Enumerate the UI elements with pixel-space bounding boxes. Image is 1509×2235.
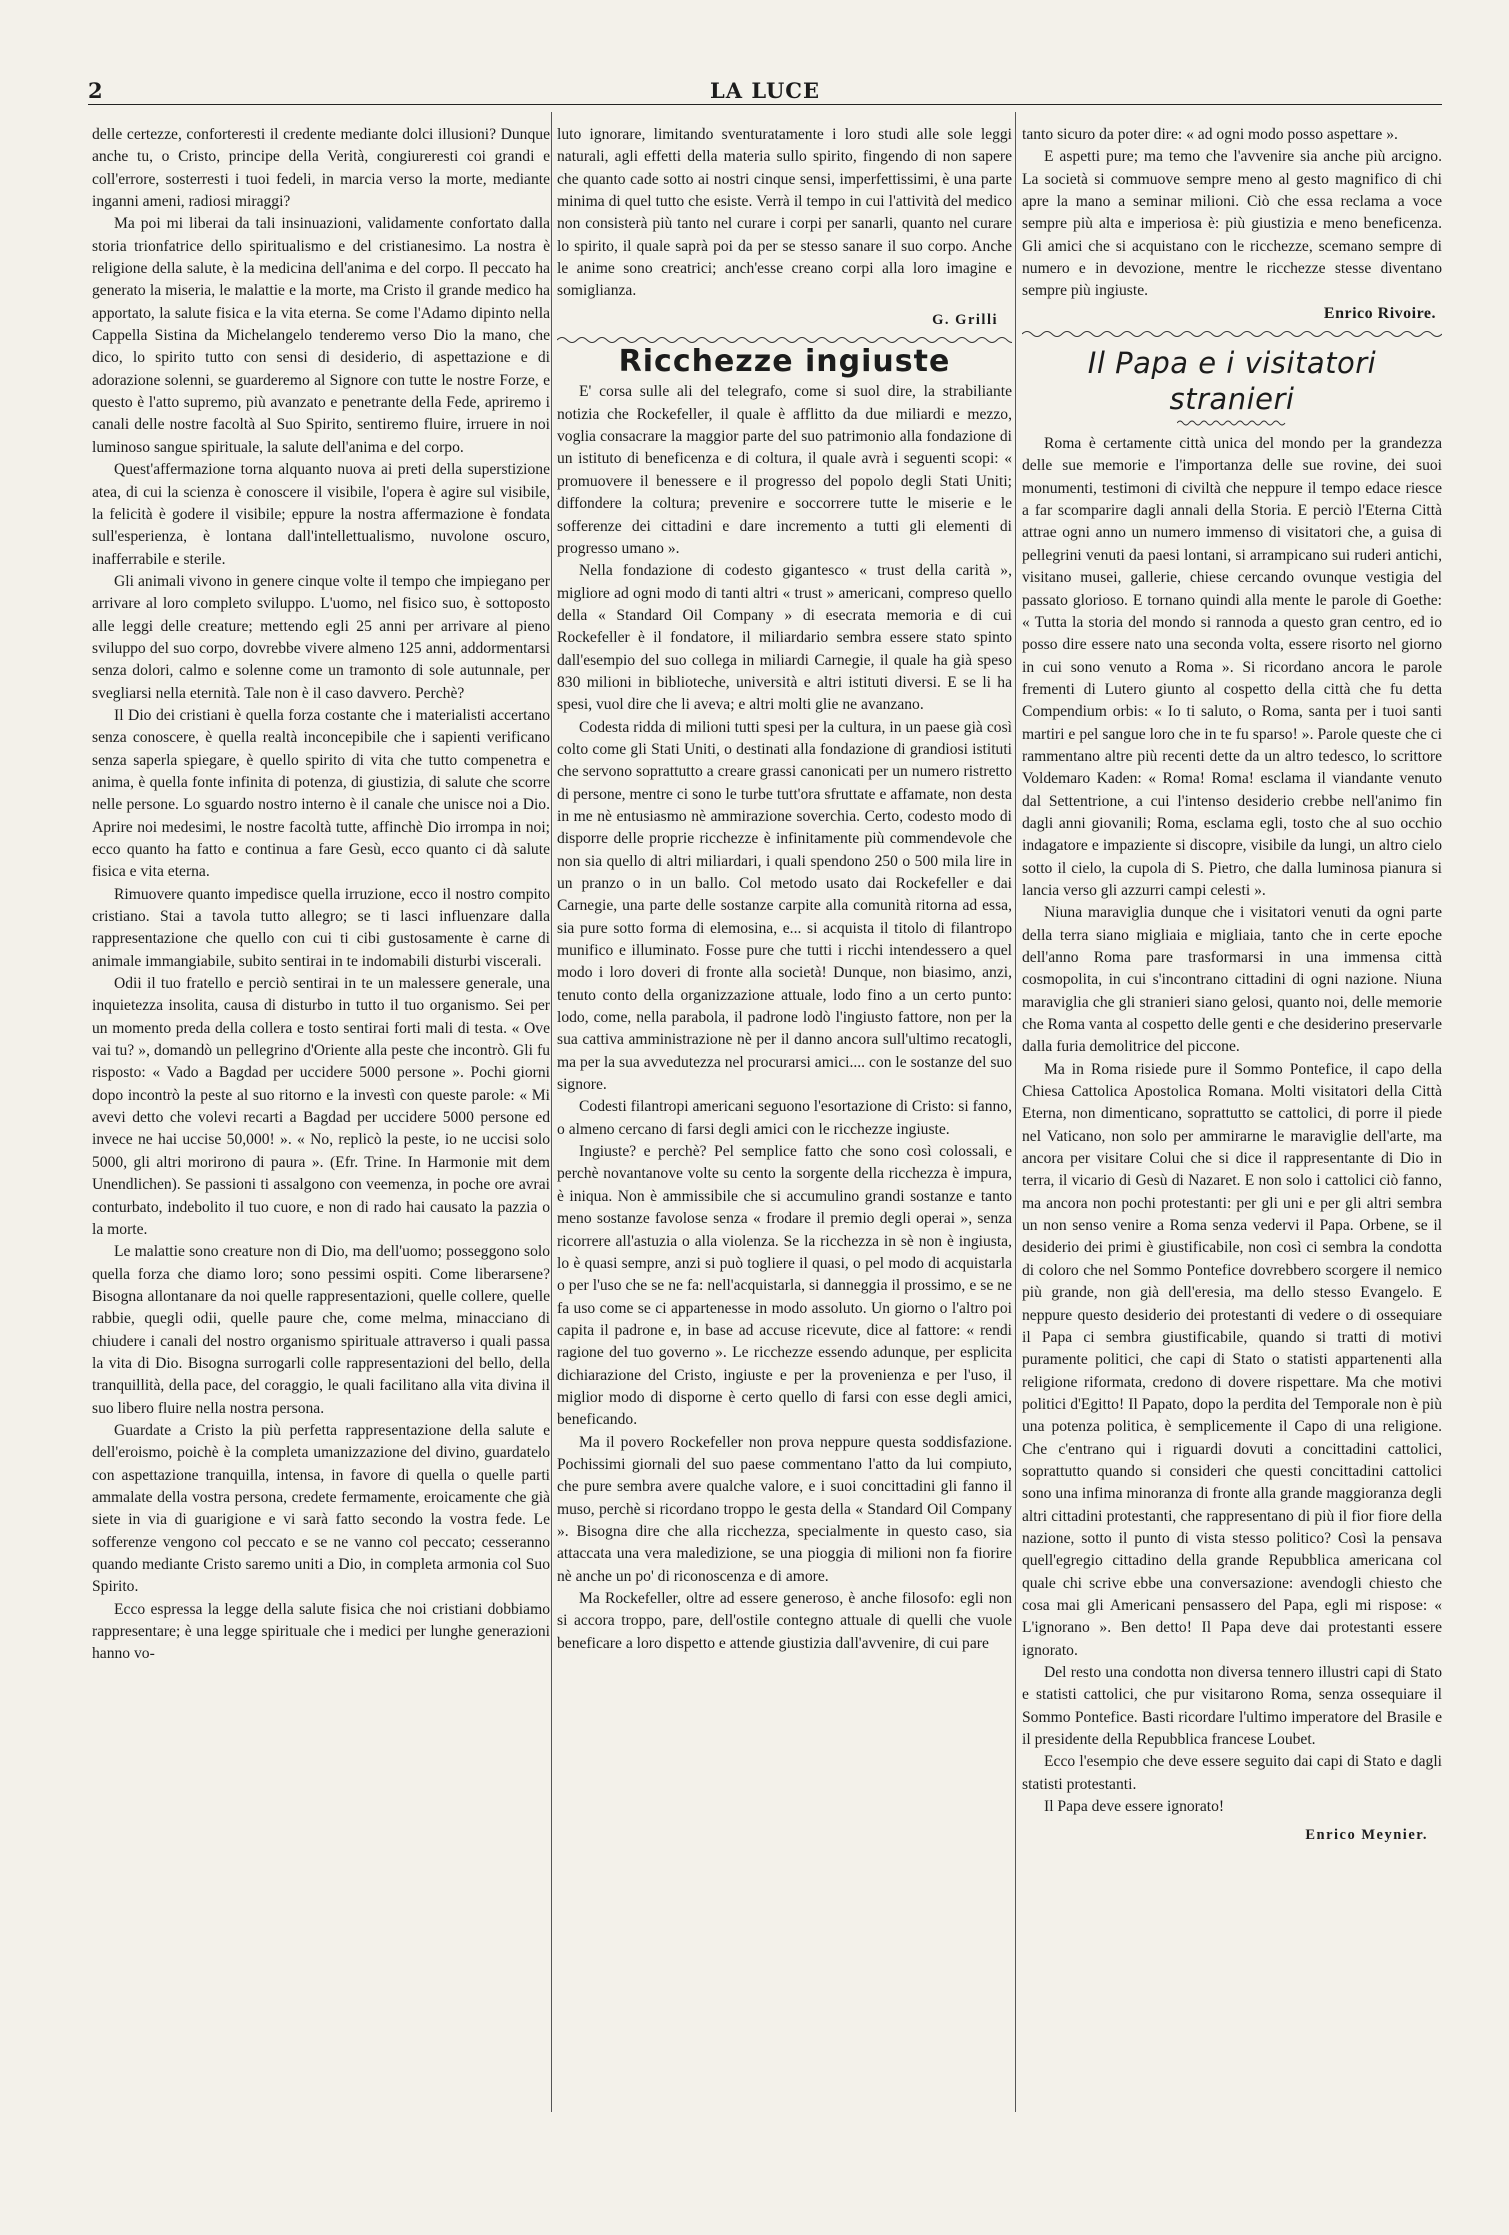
paragraph: Ingiuste? e perchè? Pel semplice fatto che sono così colossali, e perchè novantanove volte su cento la sorgente della ricchezza è impura, è iniqua. Non è ammissibile che si accumulino grandi sostanze e tanto meno sostanze favolose senza « frodare il premio degli operai », senza ricorrere all'astuzia o alla violenza. Se la ricchezza in sè non è ingiusta, lo è quasi sempre, anzi si può togliere il quasi, o pel modo di acquistarla o per l'uso che se ne fa: nell'acquistarla, si danneggia il prossimo, e se ne fa uso come se ci appartenesse in modo assoluto. Un giorno o l'altro poi capita il padrone e, in base ad accuse ricevute, dice al fattore: « rendi ragione del tuo governo ». Le ricchezze essendo adunque, per esplicita dichiarazione del Cristo, ingiuste e per la provenienza e per l'uso, il miglior modo di disporne è certo quello di farsi con esse degli amici, beneficando. <box>557 1143 1012 1429</box>
paragraph: Odii il tuo fratello e perciò sentirai in te un malessere generale, una inquietezza insolita, causa di disturbo in tutto il tuo organismo. Sei per un momento preda della collera e tosto sentirai forti mali di testa. « Ove vai tu? », domandò un pellegrino d'Oriente alla peste che incontrò. Gli fu risposto: « Vado a Bagdad per uccidere 5000 persone ». Pochi giorni dopo incontrò la peste al suo ritorno e la investì con queste parole: « Mi avevi detto che volevi recarti a Bagdad per uccidere 5000 persone ed invece ne hai uccise 50,000! ». « No, replicò la peste, io ne uccisi solo 5000, gli altri morirono di paura ». (Efr. Trine. In Harmonie mit dem Unendlichen). Se passioni ti assalgono con veemenza, in poche ore avrai conturbato, indebolito il tuo cuore, e non di rado hai causato la pazzia o la morte. <box>92 975 550 1238</box>
paragraph: Ma Rockefeller, oltre ad essere generoso, è anche filosofo: egli non si accora troppo, pare, dell'ostile contegno attuale di quelli che vuole beneficare a loro dispetto e attende giustizia dall'avvenire, di cui pare <box>557 1590 1012 1652</box>
paragraph: Ecco espressa la legge della salute fisica che noi cristiani dobbiamo rappresentare; è una legge spirituale che i medici per lunghe generazioni hanno vo- <box>92 1600 550 1663</box>
paragraph: Codesta ridda di milioni tutti spesi per la cultura, in un paese già così colto come gli Stati Uniti, o destinati alla fondazione di grandiosi istituti che servono soprattutto a creare grassi canonicati per un numero ristretto di persone, mentre ci sono le turbe tutt'ora sfruttate e affamate, non desta in me nè entusiasmo nè ammirazione soverchia. Certo, codesto modo di disporre delle proprie ricchezze è infinitamente più commendevole che non sia quello di altri miliardari, i quali spendono 250 o 500 mila lire in un pranzo o in un ballo. Col metodo usato dai Rockefeller e dai Carnegie, una parte delle sostanze carpite alla comunità ritorna ad essa, sia pure sotto forma di elemosina, e... si acquista il titolo di filantropo munifico e illuminato. Fosse pure che tutti i ricchi intendessero a quel modo i loro doveri di fronte alla società! Dunque, non biasimo, anzi, tenuto conto della organizzazione attuale, lodo fino a un certo punto: lodo, come, nella parabola, il padrone lodò l'ingiusto fattore, non per la sua cattiva amministrazione nè per il danno ancora sull'ultimo recatogli, ma per la sua avvedutezza nel procurarsi amici.... con le sostanze del suo signore. <box>557 718 1012 1094</box>
paragraph: Ecco l'esempio che deve essere seguito dai capi di Stato e dagli statisti protestanti. <box>1022 1753 1442 1793</box>
paragraph: E aspetti pure; ma temo che l'avvenire sia anche più arcigno. La società si commuove sempre meno al gesto magnifico di chi apre la mano a seminar milioni. Ciò che essa reclama a voce sempre più alta e imperiosa è: più giustizia e meno beneficenza. Gli amici che si acquistano con le ricchezze, scemano sempre di numero e in devozione, mentre le ricchezze stesse diventano sempre più ingiuste. <box>1022 148 1442 300</box>
paragraph: Guardate a Cristo la più perfetta rappresentazione della salute e dell'eroismo, poichè è la completa umanizzazione del divino, guardatelo con aspettazione tranquilla, intensa, in favore di quella o quelle parti ammalate della vostra persona, credete fermamente, eroicamente che già siete in via di guarigione e vi sarà fatto secondo la vostra fede. Le sofferenze vengono col peccato e se ne vanno col peccato; cesseranno quando mediante Cristo saremo uniti a Dio, in completa armonia col Suo Spirito. <box>92 1421 550 1596</box>
paragraph: Del resto una condotta non diversa tennero illustri capi di Stato e statisti cattolici, che pur visitarono Roma, senza ossequiare il Sommo Pontefice. Basti ricordare l'ultimo imperatore del Brasile e il presidente della Repubblica francese Loubet. <box>1022 1664 1442 1749</box>
paragraph: luto ignorare, limitando sventuratamente i loro studi alle sole leggi naturali, agli effetti della materia sullo spirito, fingendo di non sapere che quanto cade sotto ai nostri cinque sensi, imperfettissimi, è una parte minima di quel tutto che esiste. Verrà il tempo in cui l'attività del medico non consisterà più tanto nel curare i corpi per sanarli, quanto nel curare lo spirito, il quale saprà poi da per se stesso sanare il suo corpo. Anche le anime sono creatrici; anch'esse creano corpi alla loro imagine e somiglianza. <box>557 126 1012 300</box>
paragraph: Ma il povero Rockefeller non prova neppure questa soddisfazione. Pochissimi giornali del suo paese commentano l'atto da lui compiuto, che pure sembra avere qualche valore, e i suoi concittadini gli fanno il muso, perchè si ricordano troppo le gesta della « Standard Oil Company ». Bisogna dire che alla ricchezza, specialmente in questo caso, sia attaccata una vera maledizione, se una pioggia di milioni non fa fiorire nè anche un po' di riconoscenza e di amore. <box>557 1433 1012 1585</box>
column-3 <box>1022 124 1442 2184</box>
column-divider <box>551 112 552 2112</box>
column-1 <box>92 124 550 2184</box>
page-number: 2 <box>88 78 103 103</box>
paragraph: Il Dio dei cristiani è quella forza costante che i materialisti accertano senza conoscere, è quella realtà inconcepibile che i sapienti verificano senza saperla spiegare, è quello spirito di vita che tutto compenetra e anima, è quella fonte infinita di potenza, di giustizia, di salute che scorre nelle persone. Lo sguardo nostro interno è il canale che unisce noi a Dio. Aprire noi medesimi, le nostre facoltà tutte, affinchè Dio irrompa in noi; ecco quanto ha fatto e continua a fare Gesù, ecco quanto ci dà salute fisica e vita eterna. <box>92 706 550 881</box>
column-2 <box>557 124 1012 2184</box>
paragraph: Codesti filantropi americani seguono l'esortazione di Cristo: si fanno, o almeno cercano di farsi degli amici con le ricchezze ingiuste. <box>557 1098 1012 1138</box>
paragraph: Ma in Roma risiede pure il Sommo Pontefice, il capo della Chiesa Cattolica Apostolica Romana. Molti visitatori della Città Eterna, non dimenticano, soprattutto se cattolici, di porre il piede nel Vaticano, non solo per ammirarne le maraviglie dell'arte, ma ancora per visitare Colui che si dice il rappresentante di Dio in terra, il vicario di Gesù di Nazaret. E non solo i cattolici ciò fanno, ma ancora non pochi protestanti: per gli uni e per gli altri sembra un non senso venire a Roma senza vedervi il Papa. Orbene, se il desiderio dei primi è giustificabile, non così ci sembra la condotta di coloro che nel Sommo Pontefice dovrebbero scorgere il nemico più grande, non già dell'eresia, ma dello stesso Evangelo. E neppure questo desiderio dei protestanti di vedere o di ossequiare il Papa ci sembra giustificabile, quando si tratti di motivi puramente politici, che capi di Stato o statisti appartenenti alla religione riformata, credono di dovere rispettare. Ma che motivi politici d'Egitto! Il Papato, dopo la perdita del Temporale non è più una potenza politica, è semplicemente il Capo di una religione. Che c'entrano qui i riguardi dovuti a concittadini cattolici, soprattutto quando si consideri che questi concittadini cattolici sono una infima minoranza di fronte alla grande maggioranza degli altri cittadini protestanti, che rappresentano di più il fior fiore della nazione, sotto il punto di vista stesso politico? Così la pensava quell'egregio cittadino della grande Repubblica americana col quale chi scrive ebbe una conversazione: avendogli chiesto che cosa mai gli Americani pensassero del Papa, egli mi rispose: « L'ignorano ». Ben detto! Il Papa deve dai protestanti essere ignorato. <box>1022 1060 1442 1659</box>
paragraph: delle certezze, conforteresti il credente mediante dolci illusioni? Dunque anche tu, o Cristo, principe della Verità, congiureresti coi grandi e coll'errore, sosterresti i tuoi fedeli, in marcia verso la morte, mediante inganni ameni, radiosi miraggi? <box>92 126 550 211</box>
paragraph: Ma poi mi liberai da tali insinuazioni, validamente confortato dalla storia trionfatrice dello spiritualismo e del cristianesimo. La nostra è religione della salute, è la medicina dell'anima e del corpo. Il peccato ha generato la miseria, le malattie e la morte, ma Cristo il grande medico ha apportato, la salute fisica e la vita eterna. Se come l'Adamo dipinto nella Cappella Sistina da Michelangelo tenderemo verso Dio la mano, che dico, lo spirito tutto con sensi di desiderio, di aspettazione e di adorazione solenni, se guarderemo al Signore con tutte le nostre Forze, e questo è l'atto supremo, più avanzato e penetrante della Fede, apriremo i canali delle nostre facoltà al Suo Spirito, sentiremo fluire, irruere in noi luminoso sangue spirituale, la salute dell'anima e del corpo. <box>92 215 550 456</box>
paragraph: Niuna maraviglia dunque che i visitatori venuti da ogni parte della terra siano migliaia e migliaia, tanto che in certe epoche dell'anno Roma pare trasformarsi in una immensa città cosmopolita, in cui s'incontrano cittadini di ogni nazione. Niuna maraviglia che gli stranieri siano gelosi, quanto noi, delle memorie che Roma vanta al cospetto delle genti e che desiderino preservarle dalla furia demolitrice del piccone. <box>1022 904 1442 1056</box>
paragraph: E' corsa sulle ali del telegrafo, come si suol dire, la strabiliante notizia che Rockefeller, il quale è afflitto da due miliardi e mezzo, voglia consacrare la maggior parte del suo patrimonio alla fondazione di un istituto di beneficenza e di coltura, il quale avrà i seguenti scopi: « promuovere il benessere e il progresso del popolo degli Stati Uniti; diffondere la coltura; prevenire e soccorrere tutte le miserie e le sofferenze dei cittadini e dare incremento a tutti gli elementi di progresso umano ». <box>557 383 1012 557</box>
article-title-papa: Il Papa e i visitatori stranieri <box>1087 346 1377 417</box>
article-title-ricchezze: Ricchezze ingiuste <box>618 344 951 380</box>
signature-grilli: G. Grilli <box>932 311 998 328</box>
paragraph: Le malattie sono creature non di Dio, ma dell'uomo; posseggono solo quella forza che diamo loro; sono pessimi ospiti. Come liberarsene? Bisogna allontanare da noi quelle rappresentazioni, quelle collere, quelle rabbie, quegli odii, quelle paure che, come melma, minacciano di chiudere i canali del nostro organismo spirituale attraverso i quali passa la vita di Dio. Bisogna surrogarli colle rappresentazioni del bello, della tranquillità, della pace, del coraggio, le quali facilitano alla vita divina il suo libero fluire nella nostra persona. <box>92 1243 550 1417</box>
paragraph: Gli animali vivono in genere cinque volte il tempo che impiegano per arrivare al loro completo sviluppo. L'uomo, nel fisico suo, è sottoposto alle leggi delle creature; mettendo egli 25 anni per arrivare al pieno sviluppo del suo corpo, dovrebbe vivere almeno 125 anni, addormentarsi senza dolori, calmo e solenne come un tramonto di sole autunnale, per svegliarsi nella eternità. Tale non è il caso davvero. Perchè? <box>92 572 550 702</box>
paragraph: Nella fondazione di codesto gigantesco « trust della carità », migliore ad ogni modo di tanti altri « trust » americani, compreso quello della « Standard Oil Company » di esecrata memoria e di cui Rockefeller è il fondatore, il miliardario sembra essere stato spinto dall'esempio del suo collega in miliardi Carnegie, il quale ha già speso 830 milioni in biblioteche, università e altri istituti diversi. E se li ha spesi, vuol dire che li aveva; e altri molti glie ne avanzano. <box>557 562 1012 714</box>
signature-meynier: Enrico Meynier. <box>1305 1827 1428 1844</box>
header-rule <box>88 104 1442 105</box>
title-underline <box>1177 419 1287 427</box>
signature-rivoire: Enrico Rivoire. <box>1323 304 1436 322</box>
paragraph: Quest'affermazione torna alquanto nuova ai preti della superstizione atea, di cui la scienza è conoscere il visibile, l'opera è agire sul visibile, la felicità è godere il visibile; eppure la nostra affermazione è fondata sull'esperienza, è lontana dall'intellettualismo, nuvolone oscuro, inafferrabile e sterile. <box>92 461 550 568</box>
wavy-divider <box>1022 329 1442 339</box>
paragraph: tanto sicuro da poter dire: « ad ogni modo posso aspettare ». <box>1022 126 1398 143</box>
paragraph: Roma è certamente città unica del mondo per la grandezza delle sue memorie e l'importanza delle sue rovine, dei suoi monumenti, testimoni di civiltà che neppure il tempo edace riesce a far scomparire dagli annali della Storia. E perciò l'Eterna Città attrae ogni anno un numero immenso di visitatori che, a guisa di pellegrini venuti da paesi lontani, si arrampicano sui ruderi antichi, visitano musei, gallerie, chiese cercando ovunque vestigia del passato glorioso. E tornano quindi alla mente le parole di Goethe: « Tutta la storia del mondo si rannoda a questo gran centro, ed io posso dire essere nato una seconda volta, essere risorto nel giorno in cui sono venuto a Roma ». Si ricordano ancora le parole frementi di Lutero giunto al cospetto della città che fu detta Compendium orbis: « Io ti saluto, o Roma, santa per i tuoi santi martiri e pel sangue loro che in te fu sparso! ». Parole queste che ci rammentano altre più recenti dette da un altro tedesco, lo scrittore Voldemaro Kaden: « Roma! Roma! esclama il viandante venuto dal Settentrione, a cui l'intenso desiderio crebbe nell'animo fin dagli anni giovanili; Roma, esclama egli, tosto che al suo occhio indagatore e impaziente si discopre, visibile da lungi, un altro cielo sotto il cielo, la cupola di S. Pietro, che dalla luminosa pianura si lancia verso gli azzurri campi celesti ». <box>1022 435 1442 899</box>
paragraph: Rimuovere quanto impedisce quella irruzione, ecco il nostro compito cristiano. Stai a tavola tutto allegro; se ti lasci influenzare dalla rappresentazione che quello con cui ti cibi gustosamente è carne di animale immangiabile, subito sentirai in te indomabili disturbi viscerali. <box>92 885 550 970</box>
paragraph: Il Papa deve essere ignorato! <box>1044 1798 1225 1816</box>
column-divider <box>1015 112 1016 2112</box>
masthead: LA LUCE <box>709 78 821 103</box>
